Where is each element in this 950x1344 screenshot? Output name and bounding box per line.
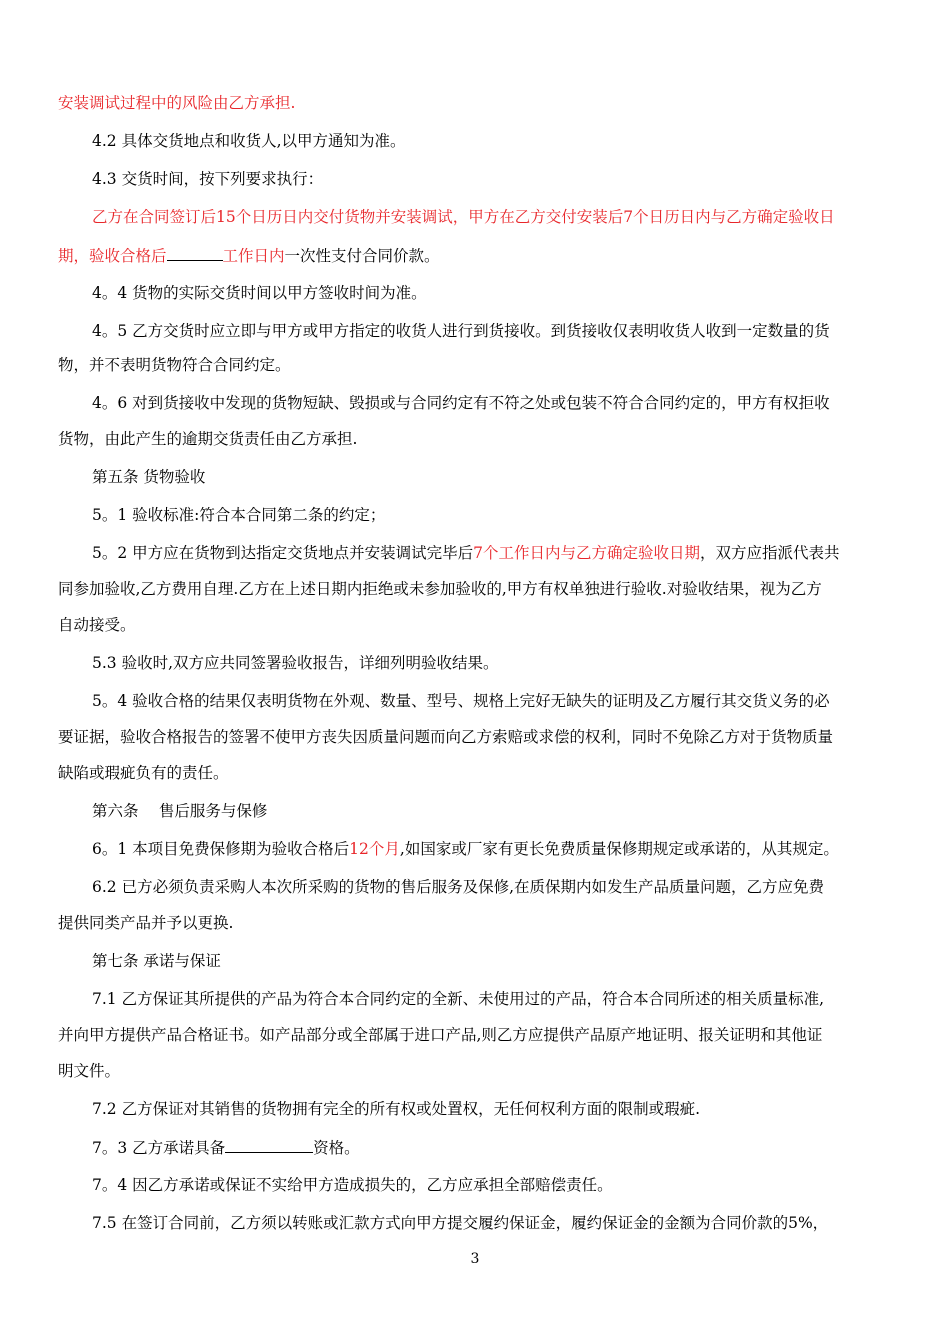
delivery-terms-line-2: 期，验收合格后 工作日内一次性支付合同价款。 <box>58 244 892 266</box>
article-7-heading: 第七条 承诺与保证 <box>92 952 221 970</box>
clause-4-6-line-2: 货物，由此产生的逾期交货责任由乙方承担. <box>58 430 358 448</box>
clause-5-2-line-2: 同参加验收,乙方费用自理.乙方在上述日期内拒绝或未参加验收的,甲方有权单独进行验收.对验收结果，视为乙方 <box>58 580 822 598</box>
clause-4-4: 4。4 货物的实际交货时间以甲方签收时间为准。 <box>92 284 427 302</box>
clause-4-3: 4.3 交货时间，按下列要求执行： <box>92 170 324 188</box>
clause-7-1-line-3: 明文件。 <box>58 1062 121 1080</box>
blank-qualification-field <box>225 1136 313 1153</box>
clause-4-6-line-1: 4。6 对到货接收中发现的货物短缺、毁损或与合同约定有不符之处或包装不符合合同约定的，甲方有权拒收 <box>92 394 830 412</box>
clause-7-5: 7.5 在签订合同前，乙方须以转账或汇款方式向甲方提交履约保证金，履约保证金的金额为合同价款的5%， <box>92 1214 829 1232</box>
article-6-heading: 第六条 售后服务与保修 <box>92 802 268 820</box>
clause-7-1-line-1: 7.1 乙方保证其所提供的产品为符合本合同约定的全新、未使用过的产品，符合本合同所述的相关质量标准, <box>92 990 825 1008</box>
clause-5-4-line-1: 5。4 验收合格的结果仅表明货物在外观、数量、型号、规格上完好无缺失的证明及乙方履行其交货义务的必 <box>92 692 830 710</box>
clause-5-4-line-2: 要证据，验收合格报告的签署不使甲方丧失因质量问题而向乙方索赔或求偿的权利，同时不免除乙方对于货物质量 <box>58 728 834 746</box>
clause-6-1: 6。1 本项目免费保修期为验收合格后12个月,如国家或厂家有更长免费质量保修期规定或承诺的，从其规定。 <box>92 840 839 858</box>
blank-days-field <box>167 244 223 261</box>
clause-7-1-line-2: 并向甲方提供产品合格证书。如产品部分或全部属于进口产品,则乙方应提供产品原产地证明、报关证明和其他证 <box>58 1026 823 1044</box>
delivery-terms-line-1: 乙方在合同签订后15个日历日内交付货物并安装调试，甲方在乙方交付安装后7个日历日内与乙方确定验收日 <box>92 208 835 226</box>
clause-6-2-line-1: 6.2 已方必须负责采购人本次所采购的货物的售后服务及保修,在质保期内如发生产品质量问题，乙方应免费 <box>92 878 825 896</box>
article-5-heading: 第五条 货物验收 <box>92 468 206 486</box>
clause-4-5-line-1: 4。5 乙方交货时应立即与甲方或甲方指定的收货人进行到货接收。到货接收仅表明收货人收到一定数量的货 <box>92 322 830 340</box>
clause-7-3: 7。3 乙方承诺具备 资格。 <box>92 1136 892 1158</box>
clause-4-2: 4.2 具体交货地点和收货人,以甲方通知为准。 <box>92 132 406 150</box>
clause-5-2-line-3: 自动接受。 <box>58 616 136 634</box>
paragraph-line: 安装调试过程中的风险由乙方承担. <box>58 94 296 112</box>
clause-7-4: 7。4 因乙方承诺或保证不实给甲方造成损失的，乙方应承担全部赔偿责任。 <box>92 1176 613 1194</box>
clause-4-5-line-2: 物，并不表明货物符合合同约定。 <box>58 356 291 374</box>
page-number: 3 <box>470 1251 480 1267</box>
clause-6-2-line-2: 提供同类产品并予以更换. <box>58 914 234 932</box>
clause-5-1: 5。1 验收标准:符合本合同第二条的约定； <box>92 506 386 524</box>
clause-5-3: 5.3 验收时,双方应共同签署验收报告，详细列明验收结果。 <box>92 654 499 672</box>
clause-5-4-line-3: 缺陷或瑕疵负有的责任。 <box>58 764 229 782</box>
clause-5-2-line-1: 5。2 甲方应在货物到达指定交货地点并安装调试完毕后7个工作日内与乙方确定验收日期，双方应指派代表共 <box>92 544 840 562</box>
clause-7-2: 7.2 乙方保证对其销售的货物拥有完全的所有权或处置权，无任何权利方面的限制或瑕疵. <box>92 1100 701 1118</box>
